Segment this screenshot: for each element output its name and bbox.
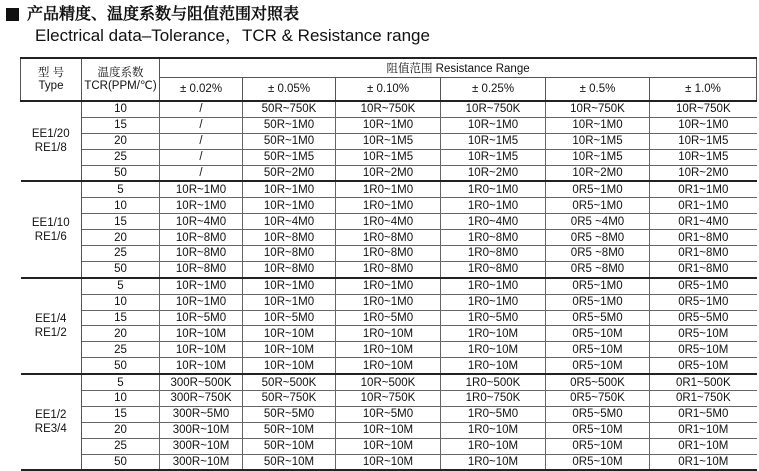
range-cell: 10R~750K	[336, 391, 441, 407]
range-cell: 0R1~10M	[650, 422, 757, 438]
range-cell: 0R5~1M0	[546, 198, 650, 214]
tcr-header-en: TCR(PPM/℃)	[84, 79, 157, 92]
tcr-cell: 25	[82, 438, 160, 454]
range-cell: 10R~1M0	[546, 117, 650, 133]
tcr-cell: 25	[82, 342, 160, 358]
tcr-cell: 15	[82, 406, 160, 422]
range-cell: 10R~5M0	[336, 406, 441, 422]
tcr-cell: 20	[82, 326, 160, 342]
type-line1: EE1/2	[35, 409, 67, 422]
range-cell: 10R~8M0	[243, 230, 336, 246]
range-cell: 1R0~10M	[336, 342, 441, 358]
range-cell: 10R~1M5	[441, 133, 546, 149]
table-row	[21, 101, 757, 117]
range-cell: 10R~10M	[336, 422, 441, 438]
type-header	[21, 58, 82, 101]
range-cell: 50R~750K	[243, 101, 336, 117]
range-cell: 1R0~1M0	[441, 294, 546, 310]
range-cell: 10R~1M5	[650, 149, 757, 165]
tcr-cell: 15	[82, 214, 160, 230]
tcr-cell: 25	[82, 246, 160, 262]
table-row	[21, 181, 757, 197]
range-cell: 0R1~8M0	[650, 246, 757, 262]
tcr-header	[82, 58, 160, 101]
table-row	[21, 294, 757, 310]
range-cell: 0R5~10M	[546, 438, 650, 454]
range-cell: 50R~10M	[243, 438, 336, 454]
table-row	[21, 165, 757, 181]
range-cell: 10R~5M0	[243, 310, 336, 326]
range-cell: 10R~1M5	[546, 149, 650, 165]
range-cell: 10R~1M0	[160, 198, 243, 214]
range-cell: 0R5~750K	[546, 391, 650, 407]
range-cell: 10R~2M0	[441, 165, 546, 181]
range-cell: 0R5~10M	[650, 342, 757, 358]
range-cell: 10R~2M0	[336, 165, 441, 181]
range-cell: 50R~500K	[243, 374, 336, 390]
type-header-en: Type	[38, 79, 64, 92]
range-cell: 0R5~10M	[546, 342, 650, 358]
spec-table	[20, 57, 757, 471]
range-cell: 10R~8M0	[243, 261, 336, 277]
table-row	[21, 230, 757, 246]
range-cell: 10R~10M	[243, 326, 336, 342]
tcr-cell: 20	[82, 422, 160, 438]
range-cell: 1R0~1M0	[336, 198, 441, 214]
range-cell: 300R~10M	[160, 422, 243, 438]
tcr-cell: 20	[82, 230, 160, 246]
range-cell: 0R5~1M0	[650, 278, 757, 294]
range-cell: /	[160, 133, 243, 149]
range-cell: 50R~1M0	[243, 117, 336, 133]
type-line1: EE1/4	[35, 312, 67, 325]
tolerance-header: ± 0.25%	[441, 78, 546, 102]
type-line2: RE3/4	[34, 423, 67, 436]
range-cell: 1R0~10M	[441, 358, 546, 374]
range-cell: 0R1~8M0	[650, 230, 757, 246]
range-cell: 0R1~750K	[650, 391, 757, 407]
range-cell: 1R0~750K	[441, 391, 546, 407]
range-cell: 1R0~1M0	[336, 294, 441, 310]
range-cell: /	[160, 101, 243, 117]
title-cn-line	[6, 4, 430, 24]
table-row	[21, 310, 757, 326]
range-cell: 0R5~10M	[546, 326, 650, 342]
range-cell: 0R1~5M0	[650, 406, 757, 422]
range-cell: /	[160, 149, 243, 165]
type-line2: RE1/6	[34, 230, 67, 243]
range-cell: /	[160, 117, 243, 133]
table-row	[21, 214, 757, 230]
tcr-cell: 15	[82, 117, 160, 133]
range-cell: 10R~1M5	[336, 149, 441, 165]
range-cell: 50R~5M0	[243, 406, 336, 422]
type-header-cn: 型 号	[37, 66, 65, 79]
tcr-cell: 10	[82, 294, 160, 310]
tolerance-header: ± 0.02%	[160, 78, 243, 102]
range-cell: 10R~1M0	[336, 117, 441, 133]
type-line2: RE1/2	[34, 326, 67, 339]
range-cell: 10R~10M	[243, 358, 336, 374]
tcr-cell: 15	[82, 310, 160, 326]
table-row	[21, 438, 757, 454]
tcr-cell: 20	[82, 133, 160, 149]
range-cell: 300R~10M	[160, 454, 243, 470]
range-cell: 10R~750K	[546, 101, 650, 117]
range-cell: 10R~750K	[336, 101, 441, 117]
range-cell: 10R~1M5	[336, 133, 441, 149]
tcr-cell: 50	[82, 165, 160, 181]
table-body	[21, 101, 757, 470]
range-cell: 0R5~5M0	[650, 310, 757, 326]
range-cell: 10R~2M0	[546, 165, 650, 181]
range-cell: 0R5~10M	[546, 358, 650, 374]
range-cell: 0R5 ~4M0	[546, 214, 650, 230]
title-block	[6, 4, 430, 47]
tolerance-header: ± 0.5%	[546, 78, 650, 102]
table-row	[21, 374, 757, 390]
type-cell	[21, 374, 82, 470]
range-cell: 1R0~10M	[441, 422, 546, 438]
range-cell: 1R0~1M0	[441, 278, 546, 294]
range-cell: 10R~2M0	[650, 165, 757, 181]
range-cell: 1R0~10M	[336, 326, 441, 342]
range-cell: 0R5 ~8M0	[546, 246, 650, 262]
table-row	[21, 149, 757, 165]
table-row	[21, 261, 757, 277]
range-cell: 1R0~10M	[441, 326, 546, 342]
range-cell: 10R~8M0	[160, 246, 243, 262]
range-cell: 50R~750K	[243, 391, 336, 407]
range-cell: 0R1~8M0	[650, 261, 757, 277]
tcr-cell: 5	[82, 278, 160, 294]
type-line1: EE1/10	[31, 216, 70, 229]
range-cell: 1R0~8M0	[441, 230, 546, 246]
range-cell: 1R0~500K	[441, 374, 546, 390]
tolerance-header: ± 0.10%	[336, 78, 441, 102]
range-cell: 10R~10M	[336, 438, 441, 454]
range-cell: 1R0~1M0	[336, 278, 441, 294]
range-cell: 1R0~8M0	[336, 246, 441, 262]
range-cell: 0R5~5M0	[546, 406, 650, 422]
title-cn: 产品精度、温度系数与阻值范围对照表	[27, 4, 300, 23]
table-row	[21, 422, 757, 438]
range-cell: 0R1~1M0	[650, 181, 757, 197]
range-cell: 0R5 ~8M0	[546, 261, 650, 277]
range-cell: 10R~1M0	[243, 198, 336, 214]
range-cell: 0R5~1M0	[546, 181, 650, 197]
table-row	[21, 342, 757, 358]
range-cell: 1R0~10M	[441, 454, 546, 470]
range-cell: 1R0~10M	[441, 342, 546, 358]
range-cell: 1R0~8M0	[336, 230, 441, 246]
range-cell: 1R0~8M0	[441, 246, 546, 262]
range-cell: 10R~10M	[336, 454, 441, 470]
tcr-cell: 50	[82, 261, 160, 277]
range-cell: 10R~1M5	[546, 133, 650, 149]
range-cell: 300R~750K	[160, 391, 243, 407]
range-cell: 10R~8M0	[160, 230, 243, 246]
range-cell: 10R~1M0	[243, 181, 336, 197]
range-cell: 0R1~500K	[650, 374, 757, 390]
range-cell: 1R0~10M	[441, 438, 546, 454]
range-cell: 50R~1M0	[243, 133, 336, 149]
range-cell: 10R~10M	[160, 326, 243, 342]
range-cell: 0R1~1M0	[650, 198, 757, 214]
type-cell	[21, 181, 82, 277]
range-cell: 10R~10M	[243, 342, 336, 358]
range-cell: 300R~5M0	[160, 406, 243, 422]
range-cell: 1R0~8M0	[336, 261, 441, 277]
range-cell: 50R~10M	[243, 454, 336, 470]
tcr-cell: 5	[82, 181, 160, 197]
range-cell: 1R0~5M0	[441, 406, 546, 422]
tcr-cell: 25	[82, 149, 160, 165]
range-cell: 10R~1M0	[243, 278, 336, 294]
range-cell: 0R5~1M0	[546, 278, 650, 294]
range-cell: 10R~8M0	[160, 261, 243, 277]
range-cell: 10R~1M0	[650, 117, 757, 133]
range-cell: 1R0~1M0	[441, 181, 546, 197]
range-cell: 10R~750K	[441, 101, 546, 117]
range-cell: 0R5~10M	[546, 454, 650, 470]
range-cell: 1R0~5M0	[336, 310, 441, 326]
tcr-cell: 50	[82, 358, 160, 374]
range-cell: 0R5~500K	[546, 374, 650, 390]
tcr-cell: 5	[82, 374, 160, 390]
range-cell: 300R~500K	[160, 374, 243, 390]
range-cell: 1R0~10M	[336, 358, 441, 374]
tcr-header-cn: 温度系数	[97, 66, 144, 79]
range-cell: 1R0~4M0	[336, 214, 441, 230]
table-row	[21, 454, 757, 470]
range-cell: 10R~1M0	[441, 117, 546, 133]
range-cell: 10R~5M0	[160, 310, 243, 326]
type-line2: RE1/8	[34, 142, 67, 155]
range-cell: 10R~500K	[336, 374, 441, 390]
table-row	[21, 391, 757, 407]
range-cell: 50R~10M	[243, 422, 336, 438]
type-line1: EE1/20	[31, 128, 70, 141]
table-row	[21, 406, 757, 422]
range-cell: 10R~750K	[650, 101, 757, 117]
range-cell: 0R5~10M	[650, 358, 757, 374]
table-row	[21, 133, 757, 149]
range-cell: 10R~1M5	[441, 149, 546, 165]
range-cell: 10R~1M5	[650, 133, 757, 149]
tolerance-header: ± 0.05%	[243, 78, 336, 102]
range-cell: 0R5~1M0	[650, 294, 757, 310]
range-cell: 10R~1M0	[160, 278, 243, 294]
range-cell: 0R5~1M0	[546, 294, 650, 310]
tolerance-header: ± 1.0%	[650, 78, 757, 102]
range-cell: 1R0~1M0	[441, 198, 546, 214]
range-cell: 10R~4M0	[160, 214, 243, 230]
range-cell: 1R0~1M0	[336, 181, 441, 197]
range-cell: 10R~1M0	[160, 294, 243, 310]
range-cell: 10R~4M0	[243, 214, 336, 230]
range-cell: 10R~10M	[160, 358, 243, 374]
tcr-cell: 50	[82, 454, 160, 470]
range-cell: 0R5~10M	[650, 326, 757, 342]
range-cell: 0R5 ~8M0	[546, 230, 650, 246]
range-cell: 10R~1M0	[160, 181, 243, 197]
resistance-range-header: 阻值范围 Resistance Range	[160, 58, 757, 78]
table-row	[21, 117, 757, 133]
range-cell: 0R1~10M	[650, 454, 757, 470]
table-row	[21, 246, 757, 262]
table-row	[21, 326, 757, 342]
range-cell: 0R5~5M0	[546, 310, 650, 326]
table-row	[21, 198, 757, 214]
range-cell: /	[160, 165, 243, 181]
range-cell: 0R1~10M	[650, 438, 757, 454]
tcr-cell: 10	[82, 391, 160, 407]
table-row	[21, 278, 757, 294]
range-cell: 10R~1M0	[243, 294, 336, 310]
table-row	[21, 358, 757, 374]
range-cell: 50R~2M0	[243, 165, 336, 181]
tcr-cell: 10	[82, 101, 160, 117]
range-cell: 10R~8M0	[243, 246, 336, 262]
type-cell	[21, 101, 82, 181]
range-cell: 1R0~4M0	[441, 214, 546, 230]
range-cell: 10R~10M	[160, 342, 243, 358]
range-cell: 0R1~4M0	[650, 214, 757, 230]
range-cell: 1R0~5M0	[441, 310, 546, 326]
title-en: Electrical data–Tolerance，TCR & Resistance range	[35, 26, 430, 45]
range-cell: 1R0~8M0	[441, 261, 546, 277]
range-cell: 50R~1M5	[243, 149, 336, 165]
black-square-bullet-icon	[6, 8, 19, 21]
range-cell: 300R~10M	[160, 438, 243, 454]
tcr-cell: 10	[82, 198, 160, 214]
range-cell: 0R5~10M	[546, 422, 650, 438]
type-cell	[21, 278, 82, 374]
